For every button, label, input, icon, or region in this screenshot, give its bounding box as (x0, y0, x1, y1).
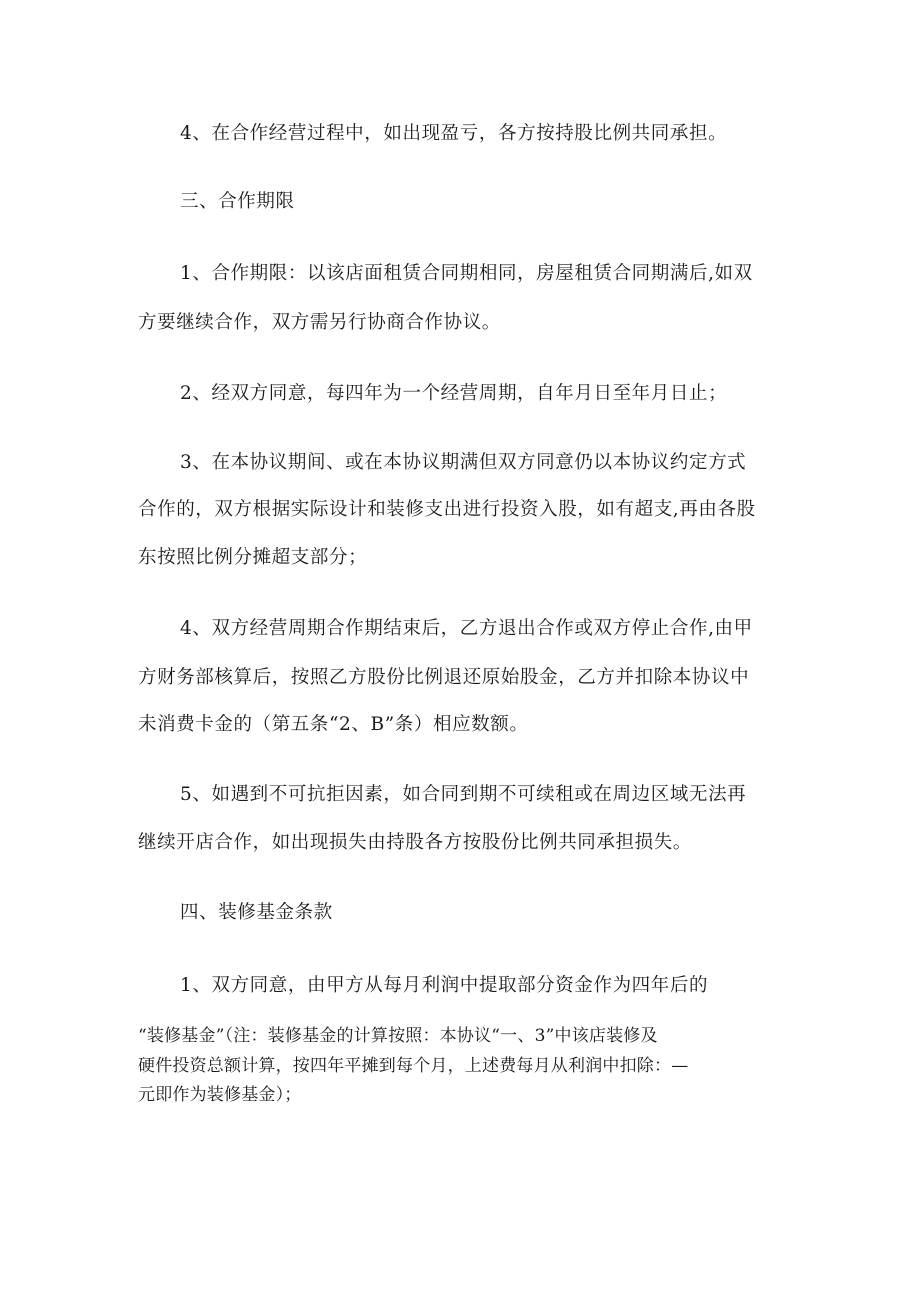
clause-3-4-line-2: 方财务部核算后，按照乙方股份比例退还原始股金，乙方并扣除本协议中 (138, 667, 750, 688)
section-heading-renovation-fund: 四、装修基金条款 (180, 902, 333, 923)
clause-3-4-line-3: 未消费卡金的（第五条“2、B”条）相应数额。 (138, 714, 529, 735)
clause-4-1-line-4: 元即作为装修基金）； (138, 1085, 302, 1105)
clause-3-1-line-2: 方要继续合作，双方需另行协商合作协议。 (138, 312, 501, 333)
paragraph-profit-loss: 4、在合作经营过程中，如出现盈亏，各方按持股比例共同承担。 (180, 123, 728, 144)
clause-3-3-line-3: 东按照比例分摊超支部分； (138, 547, 368, 568)
section-heading-cooperation-term: 三、合作期限 (180, 191, 295, 212)
clause-4-1-line-2: “装修基金”（注：装修基金的计算按照：本协议“一、3”中该店装修及 (138, 1026, 658, 1046)
clause-3-4-line-1: 4、双方经营周期合作期结束后，乙方退出合作或双方停止合作,由甲 (180, 618, 753, 639)
clause-3-3-line-2: 合作的，双方根据实际设计和装修支出进行投资入股，如有超支,再由各股 (138, 499, 756, 520)
clause-3-3-line-1: 3、在本协议期间、或在本协议期满但双方同意仍以本协议约定方式 (180, 452, 747, 473)
clause-3-2: 2、经双方同意，每四年为一个经营周期，自年月日至年月日止； (180, 383, 728, 404)
clause-4-1-line-3: 硬件投资总额计算，按四年平摊到每个月，上述费每月从利润中扣除：— (138, 1056, 689, 1076)
clause-4-1-line-1: 1、双方同意，由甲方从每月利润中提取部分资金作为四年后的 (180, 975, 709, 996)
clause-3-5-line-2: 继续开店合作，如出现损失由持股各方按股份比例共同承担损失。 (138, 832, 692, 853)
clause-3-1-line-1: 1、合作期限：以该店面租赁合同期相同，房屋租赁合同期满后,如双 (180, 263, 753, 284)
clause-3-5-line-1: 5、如遇到不可抗拒因素，如合同到期不可续租或在周边区域无法再 (180, 784, 747, 805)
